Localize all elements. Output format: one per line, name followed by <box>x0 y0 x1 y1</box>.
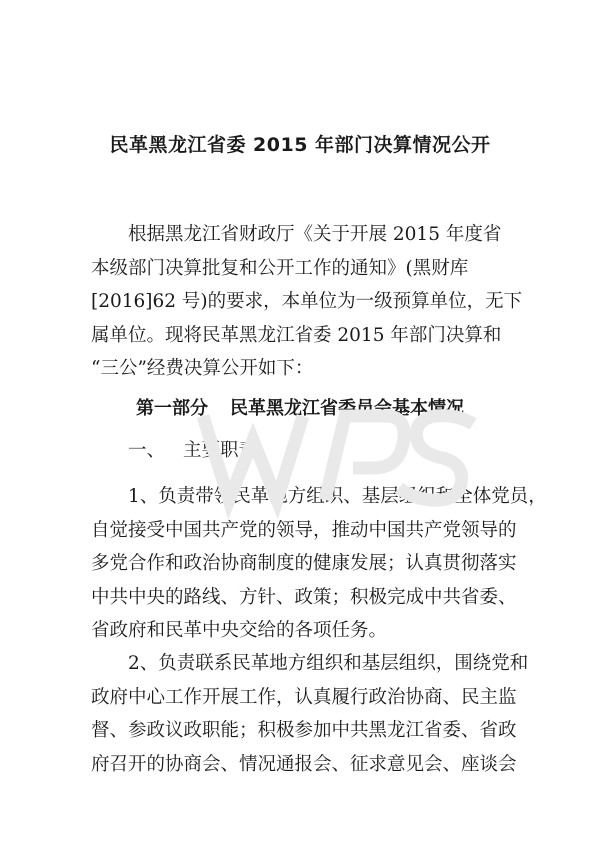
intro-paragraph <box>91 218 523 386</box>
duty-item-line: 2、负责联系民革地方组织和基层组织，围绕党和 <box>128 653 529 674</box>
intro-line: “三公”经费决算公开如下： <box>91 358 314 379</box>
intro-line: 根据黑龙江省财政厅《关于开展 2015 年度省 <box>128 224 502 245</box>
part-heading-number: 第一部分 <box>136 398 208 419</box>
part-heading <box>0 394 600 420</box>
intro-line: 属单位。现将民革黑龙江省委 2015 年部门决算和 <box>91 324 502 346</box>
duty-item-line: 自觉接受中国共产党的领导，推动中国共产党领导的 <box>91 519 517 541</box>
section-heading <box>128 436 257 462</box>
section-heading-number: 一、 <box>128 440 166 461</box>
duty-item-1 <box>91 480 547 648</box>
duty-item-2 <box>91 647 529 781</box>
duty-item-line: 多党合作和政治协商制度的健康发展；认真贯彻落实 <box>91 553 517 574</box>
part-heading-text: 民革黑龙江省委员会基本情况 <box>230 398 464 419</box>
duty-item-line: 中共中央的路线、方针、政策；积极完成中共省委、 <box>91 586 517 608</box>
section-heading-text: 主要职责 <box>183 440 258 461</box>
duty-item-line: 府召开的协商会、情况通报会、征求意见会、座谈会 <box>91 753 517 775</box>
duty-item-line: 政府中心工作开展工作，认真履行政治协商、民主监 <box>91 686 517 708</box>
document-title: 民革黑龙江省委 2015 年部门决算情况公开 <box>109 134 491 156</box>
duty-item-line: 省政府和民革中央交给的各项任务。 <box>91 620 388 641</box>
duty-item-line: 督、参政议政职能；积极参加中共黑龙江省委、省政 <box>91 720 517 741</box>
intro-line: [2016]62 号)的要求，本单位为一级预算单位，无下 <box>91 291 523 312</box>
watermark-text: WPS <box>195 388 198 389</box>
intro-line: 本级部门决算批复和公开工作的通知》(黑财库 <box>91 257 469 279</box>
duty-item-line: 1、负责带领民革地方组织、基层组织和全体党员， <box>128 486 547 507</box>
